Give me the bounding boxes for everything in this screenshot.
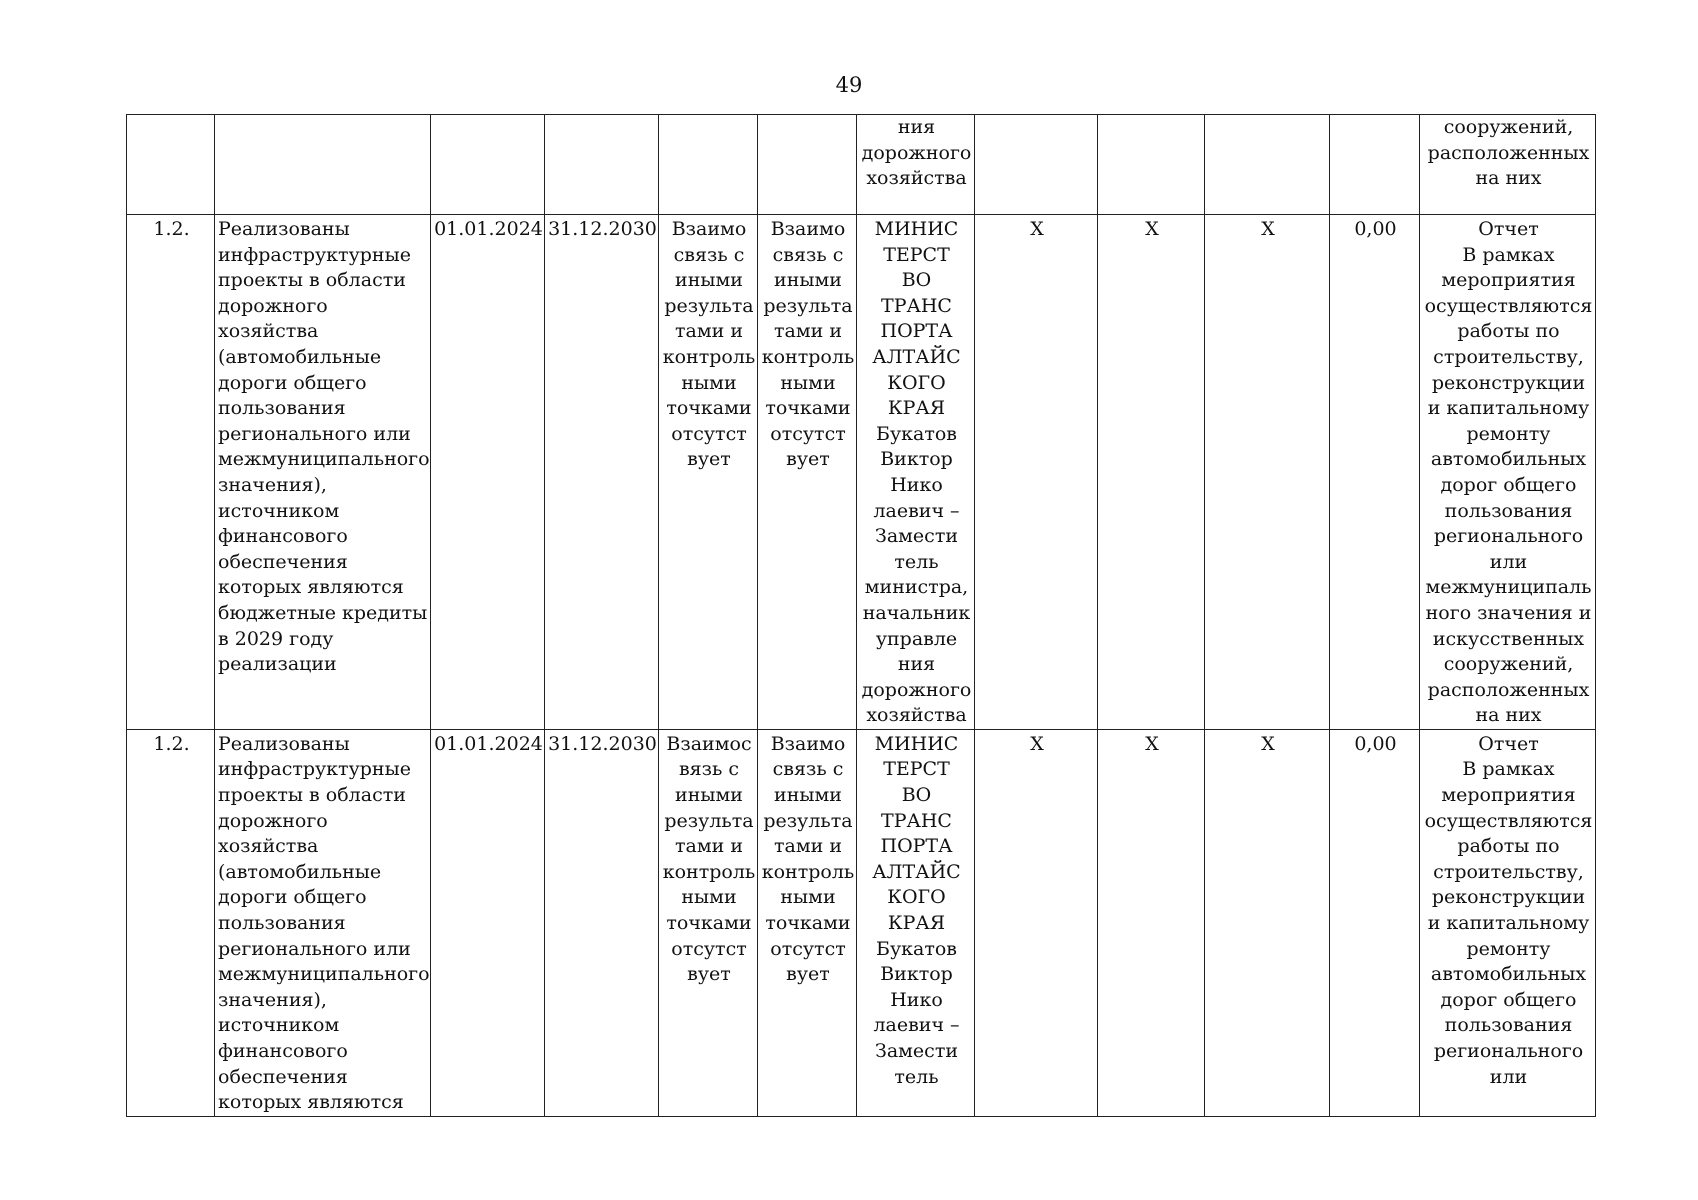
row-number-cell xyxy=(127,115,215,215)
x-mark-cell xyxy=(975,115,1098,215)
relation-cell xyxy=(758,115,857,215)
amount-cell: 0,00 xyxy=(1330,729,1420,1116)
note-cell: сооружений, расположенных на них xyxy=(1420,115,1596,215)
start-date-cell: 01.01.2024 xyxy=(431,729,545,1116)
table-row xyxy=(127,115,1596,215)
start-date-cell: 01.01.2024 xyxy=(431,215,545,730)
table-row xyxy=(127,729,1596,1116)
responsible-cell: МИНИС ТЕРСТ ВО ТРАНС ПОРТА АЛТАЙС КОГО КРАЯ Букатов Виктор Нико лаевич – Замести тель xyxy=(857,729,975,1116)
x-mark-cell: X xyxy=(1098,729,1205,1116)
relation-cell: Взаимо связь с иными результа тами и контроль ными точками отсутст вует xyxy=(758,215,857,730)
amount-cell xyxy=(1330,115,1420,215)
note-cell: Отчет В рамках мероприятия осуществляются работы по строительству, реконструкции и капитальному ремонту автомобильных дорог общего пользования регионального или xyxy=(1420,729,1596,1116)
relation-cell xyxy=(659,115,758,215)
end-date-cell: 31.12.2030 xyxy=(545,729,659,1116)
relation-cell: Взаимос вязь с иными результа тами и контроль ными точками отсутст вует xyxy=(659,729,758,1116)
start-date-cell xyxy=(431,115,545,215)
responsible-cell: ния дорожного хозяйства xyxy=(857,115,975,215)
x-mark-cell: X xyxy=(975,729,1098,1116)
x-mark-cell: X xyxy=(1098,215,1205,730)
result-description-cell xyxy=(215,115,431,215)
relation-cell: Взаимо связь с иными результа тами и контроль ными точками отсутст вует xyxy=(659,215,758,730)
note-cell: Отчет В рамках мероприятия осуществляются работы по строительству, реконструкции и капитальному ремонту автомобильных дорог общего пользования регионального или межмуниципаль ного значения и искусственных сооружений, расположенных на них xyxy=(1420,215,1596,730)
x-mark-cell: X xyxy=(975,215,1098,730)
page-number: 49 xyxy=(835,73,863,97)
x-mark-cell xyxy=(1098,115,1205,215)
results-table xyxy=(126,114,1596,1117)
amount-cell: 0,00 xyxy=(1330,215,1420,730)
end-date-cell: 31.12.2030 xyxy=(545,215,659,730)
x-mark-cell: X xyxy=(1205,215,1330,730)
end-date-cell xyxy=(545,115,659,215)
relation-cell: Взаимо связь с иными результа тами и контроль ными точками отсутст вует xyxy=(758,729,857,1116)
row-number-cell: 1.2. xyxy=(127,215,215,730)
table-row xyxy=(127,215,1596,730)
result-description-cell: Реализованы инфраструктурные проекты в области дорожного хозяйства (автомобильные дороги общего пользования регионального или межмуниципального значения), источником финансового обеспечения которых являются xyxy=(215,729,431,1116)
row-number-cell: 1.2. xyxy=(127,729,215,1116)
result-description-cell: Реализованы инфраструктурные проекты в области дорожного хозяйства (автомобильные дороги общего пользования регионального или межмуниципального значения), источником финансового обеспечения которых являются бюджетные кредиты в 2029 году реализации xyxy=(215,215,431,730)
x-mark-cell xyxy=(1205,115,1330,215)
x-mark-cell: X xyxy=(1205,729,1330,1116)
responsible-cell: МИНИС ТЕРСТ ВО ТРАНС ПОРТА АЛТАЙС КОГО КРАЯ Букатов Виктор Нико лаевич – Замести тель министра, начальник управле ния дорожного хозяйства xyxy=(857,215,975,730)
